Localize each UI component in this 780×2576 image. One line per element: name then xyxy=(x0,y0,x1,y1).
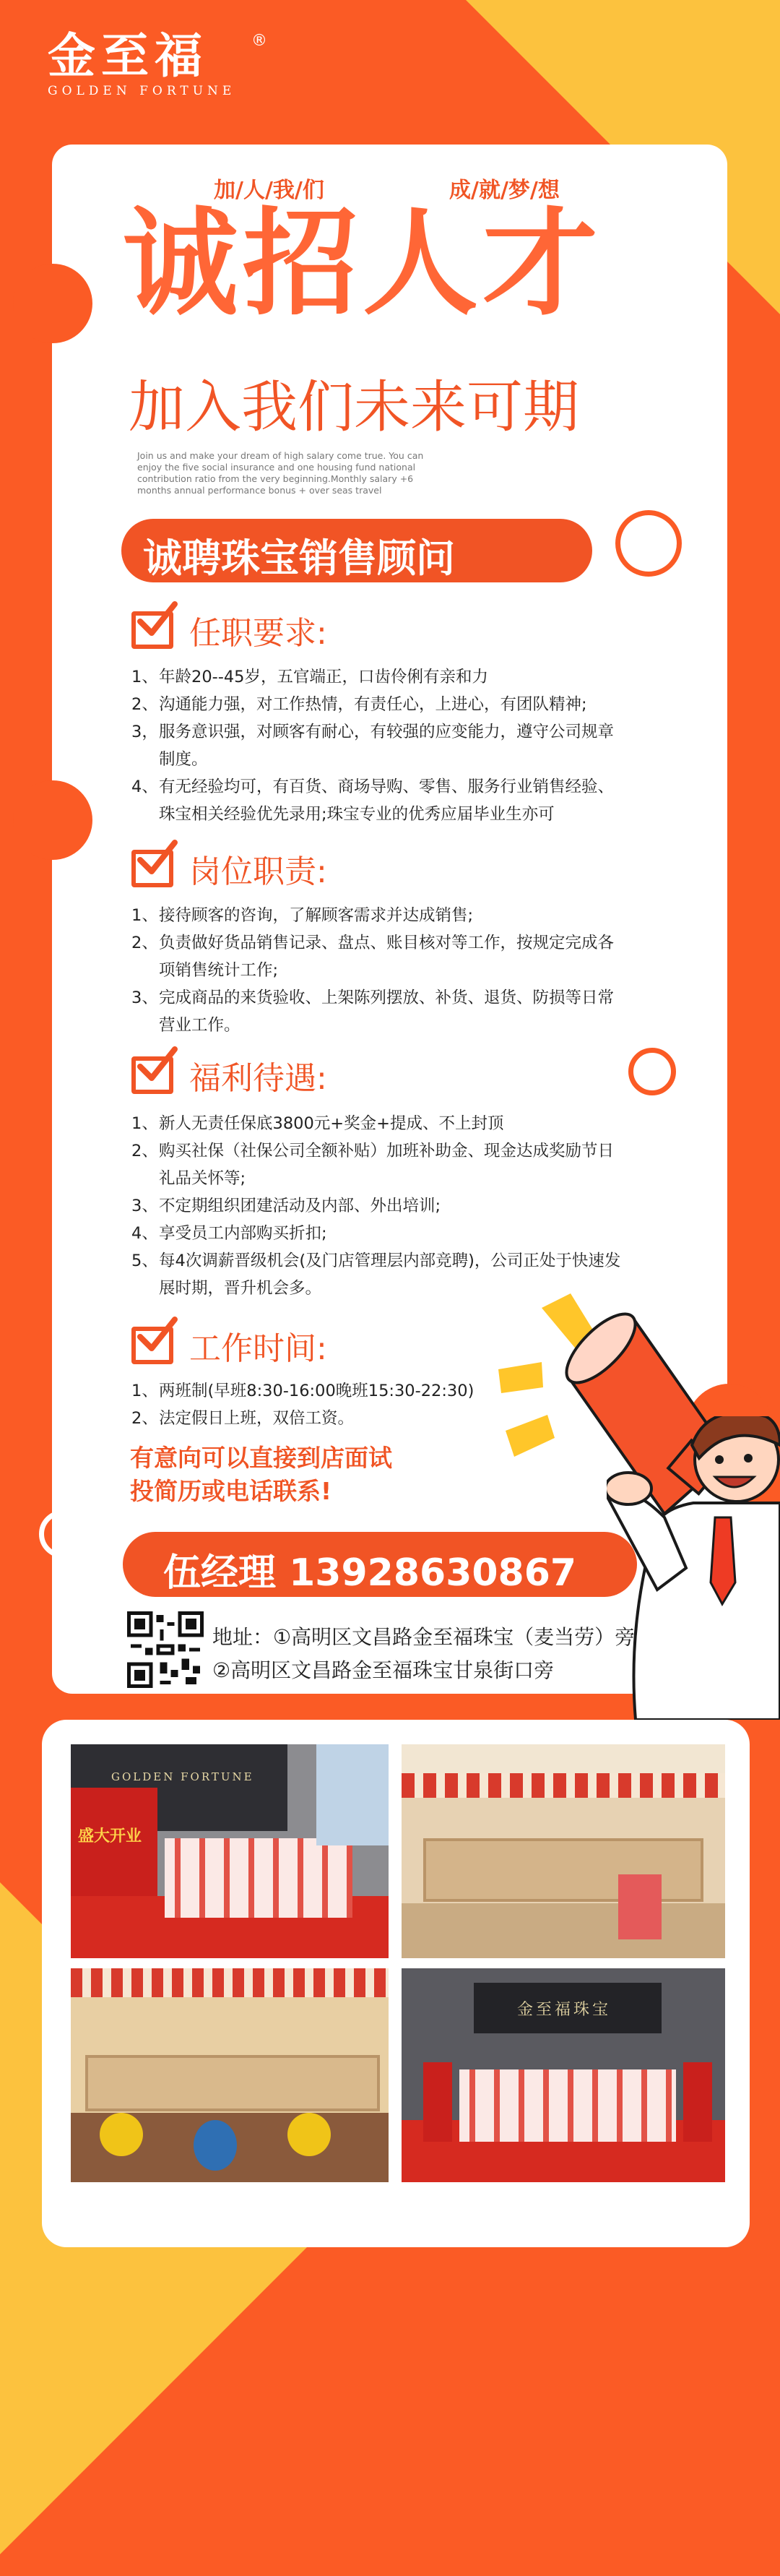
check-mark-icon xyxy=(133,600,179,640)
check-mark-icon xyxy=(133,1045,179,1085)
qr-code-icon[interactable] xyxy=(127,1611,204,1688)
check-mark-icon xyxy=(133,838,179,879)
card-notch xyxy=(13,264,92,343)
sub-headline: 加入我们未来可期 xyxy=(129,375,580,440)
list-item: 3、不定期组织团建活动及内部、外出培训; xyxy=(131,1197,441,1215)
address-line-1: 地址：①高明区文昌路金至福珠宝（麦当劳）旁 xyxy=(212,1625,636,1649)
list-item: 1、接待顾客的咨询，了解顾客需求并达成销售; xyxy=(131,906,474,925)
decorative-ring xyxy=(615,510,682,577)
duties-list xyxy=(131,902,630,1039)
section-title: 工作时间: xyxy=(189,1330,327,1367)
photo-red-sign: 盛大开业 xyxy=(78,1827,142,1845)
tag-left: 加/人/我/们 xyxy=(214,178,324,203)
photo-banner: GOLDEN FORTUNE xyxy=(111,1770,254,1783)
contact-note-line: 有意向可以直接到店面试 xyxy=(130,1444,392,1472)
section-title: 岗位职责: xyxy=(189,853,327,890)
section-title: 福利待遇: xyxy=(189,1060,327,1097)
list-item: 1、两班制(早班8:30-16:00晚班15:30-22:30) xyxy=(131,1382,474,1400)
contact-note xyxy=(130,1442,392,1508)
hours-list xyxy=(131,1377,478,1432)
registered-mark: ® xyxy=(251,32,267,50)
photo-banner: 金至福珠宝 xyxy=(517,2001,612,2019)
list-item: 2、负责做好货品销售记录、盘点、账目核对等工作，按规定完成各项销售统计工作; xyxy=(131,934,615,980)
list-item: 2、沟通能力强，对工作热情，有责任心，上进心，有团队精神; xyxy=(131,695,587,714)
contact-phone[interactable]: 伍经理 13928630867 xyxy=(163,1551,577,1595)
brand-name-en: GOLDEN FORTUNE xyxy=(48,84,236,98)
list-item: 1、年龄20--45岁，五官端正，口齿伶俐有亲和力 xyxy=(131,668,488,686)
headline: 诚招人才 xyxy=(123,196,603,331)
address-line-2: ②高明区文昌路金至福珠宝甘泉街口旁 xyxy=(212,1658,555,1682)
list-item: 3，服务意识强，对顾客有耐心，有较强的应变能力，遵守公司规章制度。 xyxy=(131,723,615,769)
english-blurb: Join us and make your dream of high salary come true. You can enjoy the five social insurance and one housing fund national contribution ratio from the very beginning.Monthly salary +6 months annual performance bonus + over seas travel xyxy=(137,450,424,496)
decorative-ring xyxy=(39,1510,87,1558)
section-title: 任职要求: xyxy=(189,615,327,652)
list-item: 1、新人无责任保底3800元+奖金+提成、不上封顶 xyxy=(131,1114,504,1133)
list-item: 4、享受员工内部购买折扣; xyxy=(131,1224,327,1243)
position-banner xyxy=(121,519,592,582)
card-notch xyxy=(13,780,92,860)
tag-right: 成/就/梦/想 xyxy=(449,178,560,203)
store-photo-opening xyxy=(71,1744,389,1958)
list-item: 4、有无经验均可，有百货、商场导购、零售、服务行业销售经验、珠宝相关经验优先录用;珠宝专业的优秀应届毕业生亦可 xyxy=(131,777,615,824)
brand-logo xyxy=(48,27,267,98)
store-photo-interior xyxy=(402,1744,725,1958)
list-item: 2、法定假日上班，双倍工资。 xyxy=(131,1409,355,1428)
list-item: 2、购买社保（社保公司全额补贴）加班补助金、现金达成奖励节日礼品关怀等; xyxy=(131,1142,615,1188)
list-item: 5、每4次调薪晋级机会(及门店管理层内部竞聘)，公司正处于快速发展时期，晋升机会多。 xyxy=(131,1252,621,1298)
store-photo-crowd xyxy=(71,1968,389,2182)
benefits-list xyxy=(131,1110,630,1302)
store-photo-storefront xyxy=(402,1968,725,2182)
position-title: 诚聘珠宝销售顾问 xyxy=(143,535,455,581)
check-mark-icon xyxy=(133,1315,179,1356)
requirements-list xyxy=(131,663,630,828)
contact-note-line: 投简历或电话联系! xyxy=(130,1477,332,1505)
contact-banner xyxy=(123,1532,637,1597)
brand-name-cn: 金至福 xyxy=(48,27,208,84)
decorative-ring xyxy=(628,1048,676,1095)
list-item: 3、完成商品的来货验收、上架陈列摆放、补货、退货、防损等日常营业工作。 xyxy=(131,988,615,1035)
